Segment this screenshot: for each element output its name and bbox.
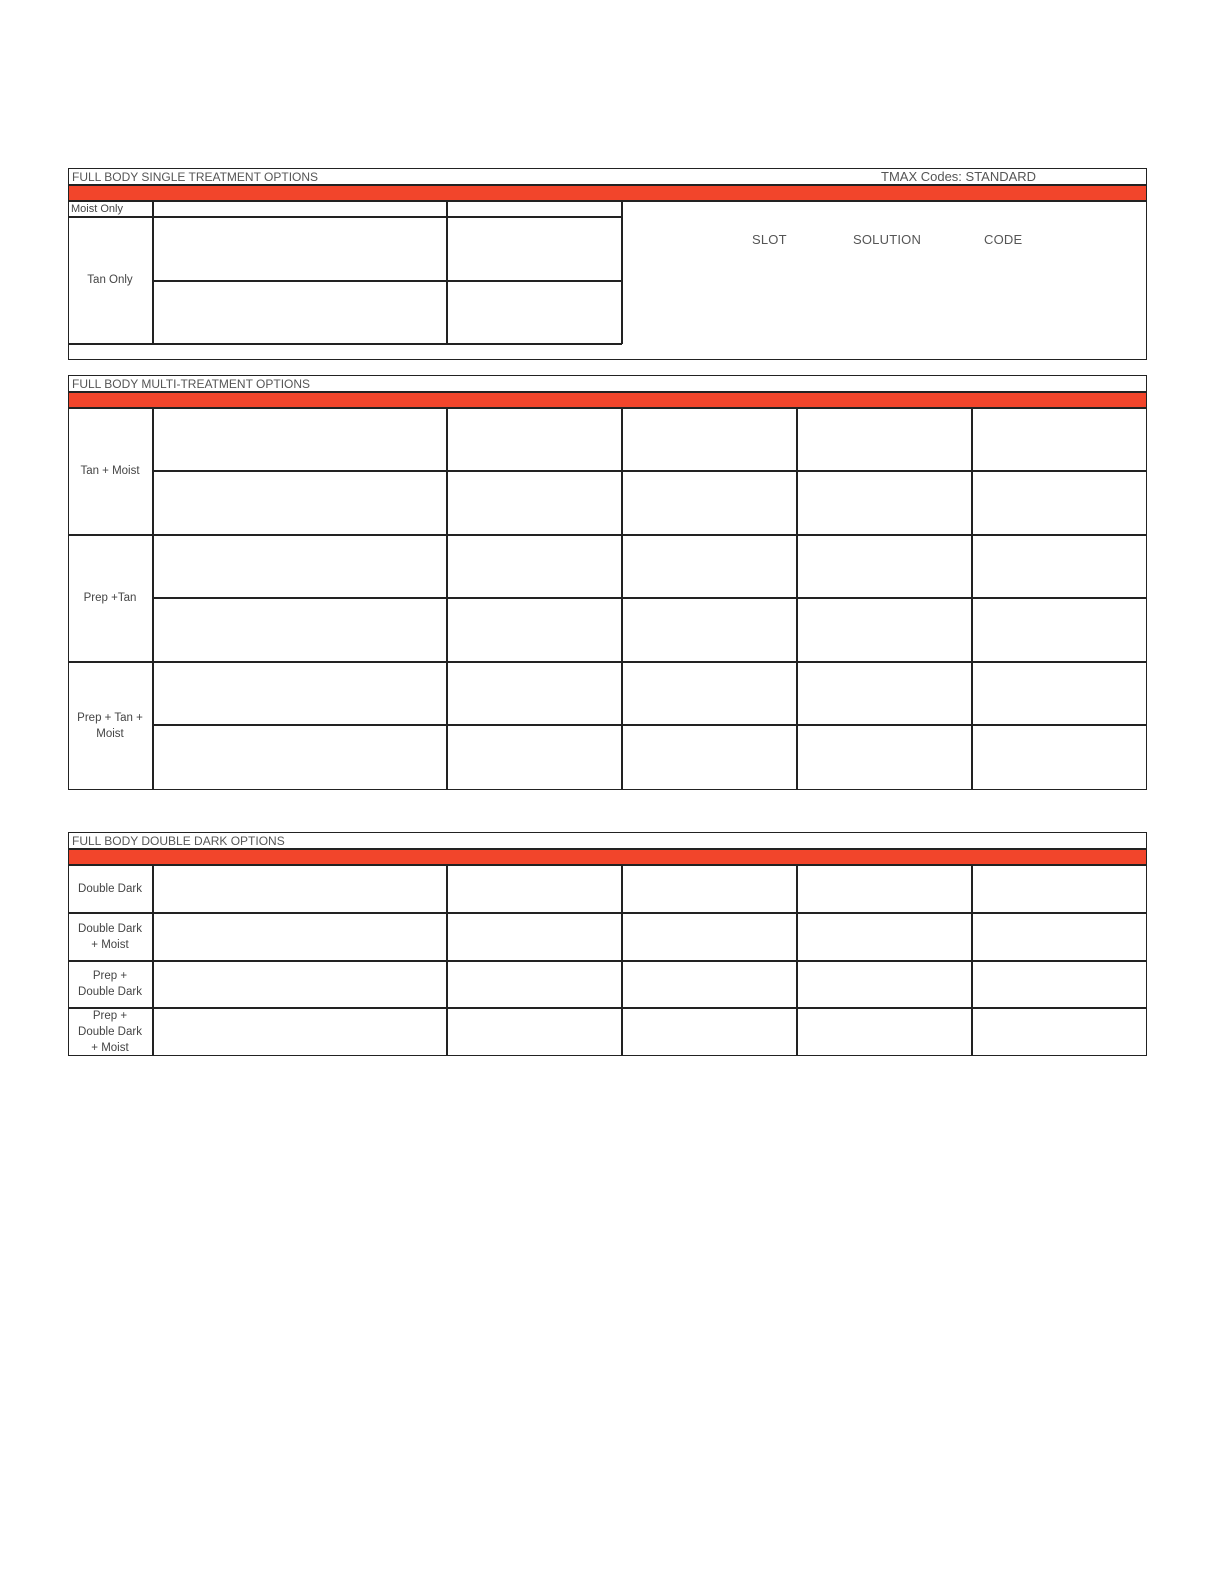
row-label-double-dark-moist: Double Dark + Moist	[78, 922, 142, 951]
divider	[152, 200, 154, 344]
divider	[68, 407, 1147, 409]
divider	[971, 407, 973, 790]
accent-bar	[69, 849, 1146, 865]
single-treatment-section	[68, 168, 1147, 360]
solution-header: SOLUTION	[853, 232, 922, 247]
row-label-moist-only: Moist Only	[71, 203, 123, 215]
slot-header: SLOT	[752, 232, 787, 247]
divider	[68, 200, 1147, 202]
section-frame	[68, 375, 1147, 790]
double-dark-section	[68, 832, 1147, 1056]
divider	[68, 848, 1147, 850]
divider	[68, 912, 1147, 914]
divider	[68, 391, 1147, 393]
divider	[796, 407, 798, 790]
code-header: CODE	[984, 232, 1023, 247]
row-label-double-dark: Double Dark	[78, 882, 142, 895]
accent-bar	[69, 185, 1146, 201]
divider	[152, 724, 1147, 726]
row-label-prep-tan: Prep +Tan	[83, 592, 137, 604]
divider	[152, 280, 622, 282]
multi-treatment-section	[68, 375, 1147, 790]
divider	[68, 534, 1147, 536]
section-frame	[68, 832, 1147, 1056]
row-label-tan-only: Tan Only	[87, 274, 133, 286]
row-label-tan-moist: Tan + Moist	[80, 465, 140, 477]
section-title: FULL BODY MULTI-TREATMENT OPTIONS	[72, 377, 311, 391]
divider	[68, 864, 1147, 866]
divider	[68, 343, 622, 345]
divider	[621, 407, 623, 790]
divider	[621, 200, 623, 344]
divider	[68, 184, 1147, 186]
tmax-codes-label: TMAX Codes: STANDARD	[881, 169, 1037, 184]
divider	[446, 200, 448, 344]
divider	[68, 661, 1147, 663]
divider	[152, 597, 1147, 599]
section-title: FULL BODY SINGLE TREATMENT OPTIONS	[72, 170, 319, 184]
row-label-prep-double-dark-moist: Prep + Double Dark + Moist	[78, 1009, 142, 1054]
divider	[446, 407, 448, 790]
section-title: FULL BODY DOUBLE DARK OPTIONS	[72, 834, 285, 848]
divider	[68, 1007, 1147, 1009]
row-label-prep-tan-moist: Prep + Tan + Moist	[77, 711, 143, 740]
divider	[152, 470, 1147, 472]
divider	[152, 407, 154, 790]
row-label-prep-double-dark: Prep + Double Dark	[78, 970, 142, 998]
divider	[68, 960, 1147, 962]
accent-bar	[69, 392, 1146, 408]
